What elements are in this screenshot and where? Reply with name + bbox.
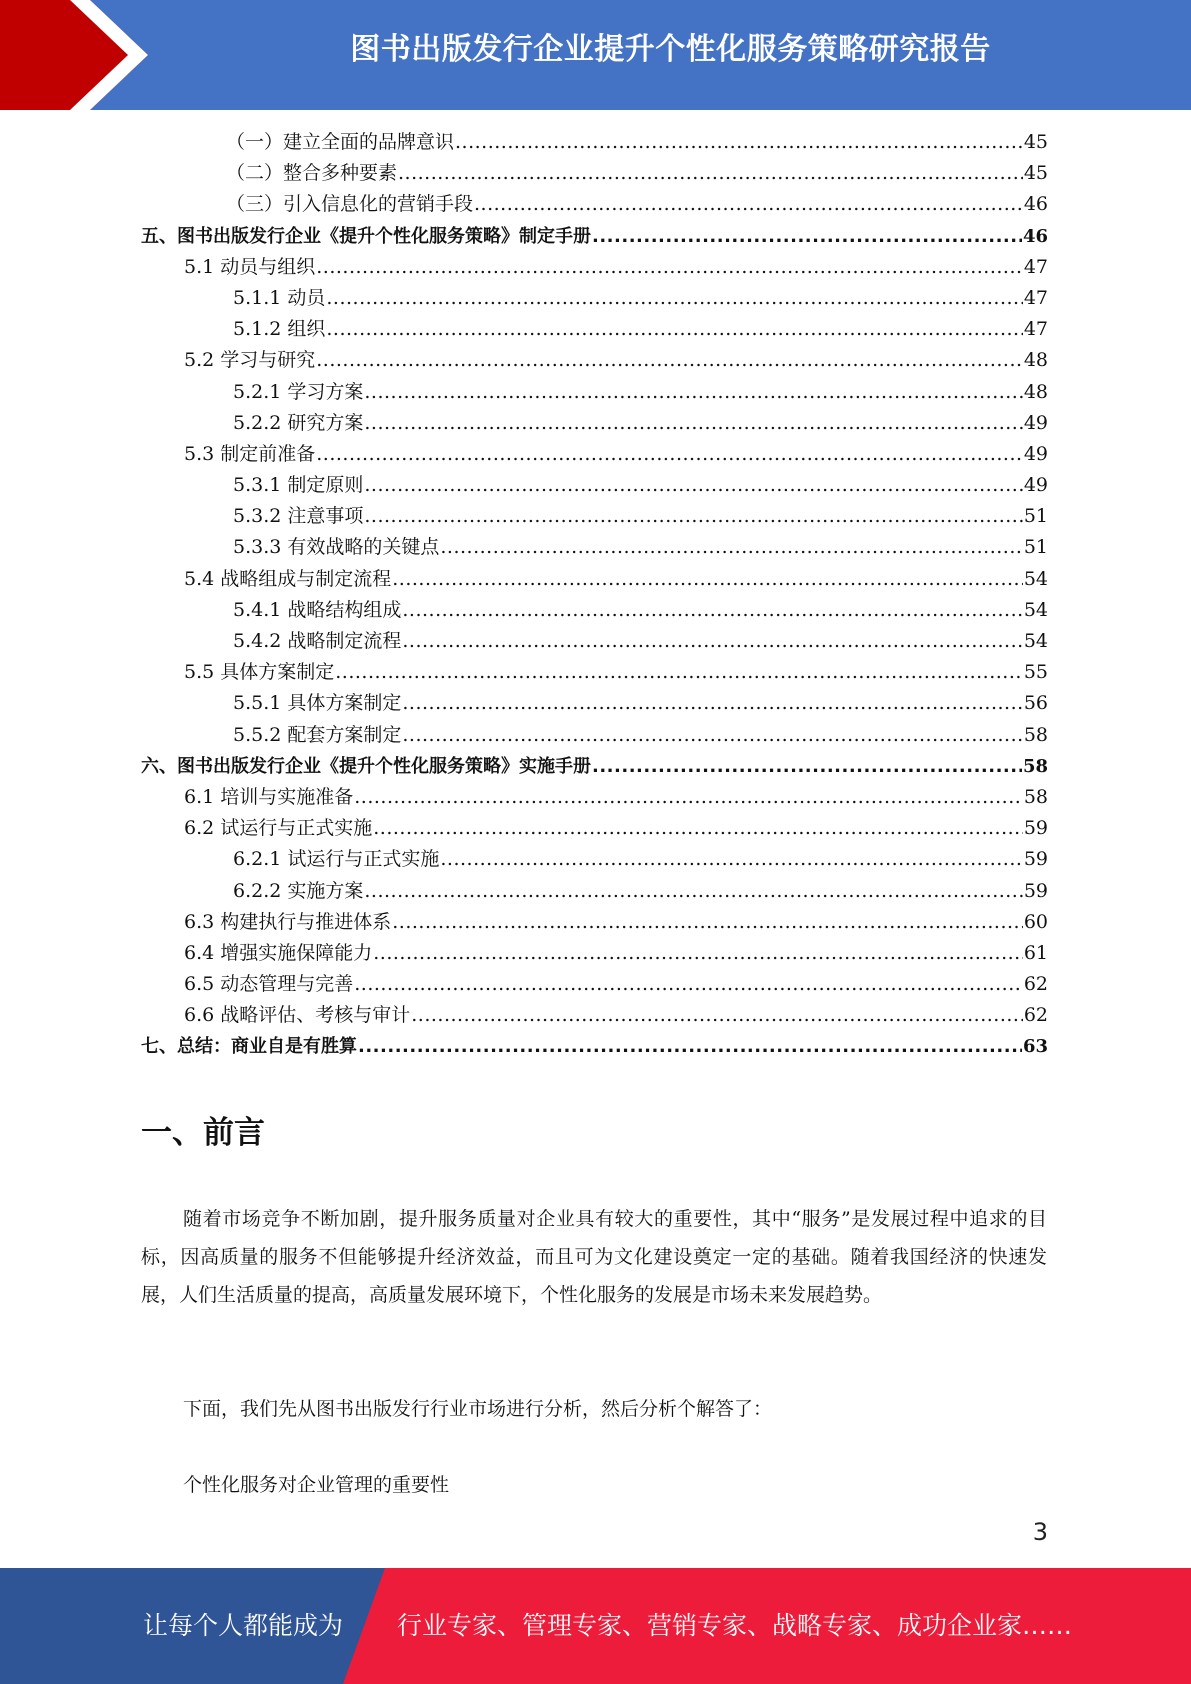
toc-entry-page: 48 [1023,349,1048,372]
toc-entry-page: 49 [1023,474,1048,497]
footer-slogan-left: 让每个人都能成为 [143,1611,344,1640]
toc-entry[interactable] [141,969,1048,1000]
toc-dot-leader [392,907,1023,938]
toc-entry-title: 5.2 学习与研究 [184,349,316,372]
toc-dot-leader [364,408,1022,439]
toc-entry[interactable] [141,314,1048,345]
toc-entry[interactable] [141,221,1048,252]
toc-entry-title: 5.2.2 研究方案 [233,411,364,434]
toc-dot-leader [358,1031,1022,1062]
toc-entry-page: 61 [1023,941,1048,964]
toc-dot-leader [402,720,1022,751]
toc-entry-title: 6.5 动态管理与完善 [184,973,354,996]
toc-dot-leader [335,657,1023,688]
toc-entry-page: 54 [1023,567,1048,590]
toc-entry-title: 6.2.1 试运行与正式实施 [233,848,440,871]
paragraph-intro: 随着市场竞争不断加剧，提升服务质量对企业具有较大的重要性，其中“服务”是发展过程中追求的目标，因高质量的服务不但能够提升经济效益，而且可为文化建设奠定一定的基础。随着我国经济的快速发展，人们生活质量的提高，高质量发展环境下，个性化服务的发展是市场未来发展趋势。 [141,1208,1047,1306]
toc-entry-title: 5.4.2 战略制定流程 [233,630,402,652]
toc-dot-leader [364,501,1022,532]
toc-dot-leader [392,564,1023,595]
toc-dot-leader [326,314,1022,345]
toc-entry-page: 56 [1023,692,1048,715]
toc-dot-leader [373,938,1023,969]
toc-entry-title: 5.4.1 战略结构组成 [233,598,402,621]
toc-entry-title: 5.5.2 配套方案制定 [233,723,402,746]
table-of-contents [141,127,1048,1063]
toc-entry-page: 46 [1023,193,1048,216]
toc-entry-title: 6.1 培训与实施准备 [184,785,354,808]
toc-entry-title: 六、图书出版发行企业《提升个性化服务策略》实施手册 [141,755,591,777]
toc-dot-leader [398,158,1023,189]
toc-entry[interactable] [141,657,1048,688]
toc-entry-page: 47 [1023,318,1048,341]
toc-entry-page: 51 [1023,505,1048,528]
toc-entry[interactable] [141,501,1048,532]
toc-entry-page: 54 [1023,598,1048,621]
toc-entry[interactable] [141,688,1048,719]
toc-entry-title: 七、总结：商业自是有胜算 [141,1036,357,1058]
toc-entry-title: 5.5.1 具体方案制定 [233,692,402,715]
toc-dot-leader [326,283,1022,314]
toc-entry[interactable] [141,345,1048,376]
toc-dot-leader [592,221,1022,252]
toc-entry-page: 49 [1023,442,1048,465]
toc-entry[interactable] [141,377,1048,408]
toc-entry-page: 49 [1023,411,1048,434]
toc-entry-title: 5.4 战略组成与制定流程 [184,567,392,590]
toc-entry[interactable] [141,283,1048,314]
toc-entry[interactable] [141,564,1048,595]
toc-dot-leader [455,127,1023,158]
toc-entry-page: 62 [1023,973,1048,996]
page-footer [0,1568,1191,1684]
toc-entry-title: 6.4 增强实施保障能力 [184,941,373,964]
toc-entry[interactable] [141,844,1048,875]
toc-dot-leader [402,688,1022,719]
toc-entry-page: 58 [1023,723,1048,746]
toc-entry-title: 5.3.1 制定原则 [233,474,364,497]
toc-dot-leader [316,345,1023,376]
toc-entry-page: 47 [1023,255,1048,278]
toc-entry-page: 59 [1023,817,1048,840]
toc-dot-leader [402,626,1022,657]
toc-dot-leader [592,751,1022,782]
toc-entry[interactable] [141,158,1048,189]
section-heading: 一、前言 [141,1115,265,1151]
toc-entry-page: 48 [1023,380,1048,403]
toc-entry[interactable] [141,189,1048,220]
toc-dot-leader [440,844,1022,875]
toc-entry-title: 6.2 试运行与正式实施 [184,817,373,840]
toc-entry[interactable] [141,813,1048,844]
toc-entry-title: （一）建立全面的品牌意识 [226,131,455,153]
toc-entry-page: 63 [1022,1036,1048,1058]
toc-entry-title: 6.6 战略评估、考核与审计 [184,1004,411,1027]
toc-entry-page: 59 [1023,848,1048,871]
toc-dot-leader [440,532,1022,563]
toc-entry-title: 5.3.3 有效战略的关键点 [233,536,440,559]
toc-dot-leader [354,969,1023,1000]
toc-dot-leader [364,876,1022,907]
paragraph-importance: 个性化服务对企业管理的重要性 [183,1474,450,1496]
toc-dot-leader [402,595,1022,626]
toc-entry-title: 5.1.1 动员 [233,286,326,309]
toc-entry[interactable] [141,938,1048,969]
toc-entry[interactable] [141,439,1048,470]
toc-dot-leader [364,377,1022,408]
toc-entry[interactable] [141,626,1048,657]
toc-entry[interactable] [141,1031,1048,1062]
toc-entry-page: 62 [1023,1004,1048,1027]
toc-entry[interactable] [141,470,1048,501]
toc-entry[interactable] [141,252,1048,283]
toc-entry-title: （三）引入信息化的营销手段 [226,193,474,216]
toc-dot-leader [316,252,1023,283]
toc-entry[interactable] [141,907,1048,938]
page-header [0,0,1191,110]
toc-entry-page: 45 [1023,162,1048,185]
toc-entry[interactable] [141,408,1048,439]
toc-entry-page: 45 [1023,131,1048,153]
toc-entry[interactable] [141,751,1048,782]
toc-entry-page: 60 [1023,910,1048,933]
toc-entry-title: 6.3 构建执行与推进体系 [184,910,392,933]
toc-dot-leader [373,813,1023,844]
toc-entry[interactable] [141,127,1048,158]
toc-entry[interactable] [141,1000,1048,1031]
toc-entry-title: 五、图书出版发行企业《提升个性化服务策略》制定手册 [141,225,591,247]
page-number: 3 [1032,1518,1048,1546]
document-title: 图书出版发行企业提升个性化服务策略研究报告 [350,32,991,67]
toc-entry-page: 51 [1023,536,1048,559]
toc-entry-page: 54 [1023,630,1048,652]
toc-dot-leader [354,782,1023,813]
toc-entry[interactable] [141,595,1048,626]
toc-entry-page: 55 [1023,661,1048,684]
toc-entry-title: 5.1.2 组织 [233,318,326,341]
toc-entry-page: 46 [1022,225,1048,247]
toc-dot-leader [474,189,1023,220]
toc-entry-title: （二）整合多种要素 [226,162,398,185]
toc-entry-title: 6.2.2 实施方案 [233,879,364,902]
toc-entry-title: 5.5 具体方案制定 [184,661,335,684]
toc-entry-title: 5.1 动员与组织 [184,255,316,278]
paragraph-analysis: 下面，我们先从图书出版发行行业市场进行分析，然后分析个解答了： [183,1398,773,1420]
toc-entry[interactable] [141,720,1048,751]
toc-entry[interactable] [141,532,1048,563]
footer-slogan-right: 行业专家、管理专家、营销专家、战略专家、成功企业家…… [397,1611,1073,1640]
toc-dot-leader [411,1000,1023,1031]
toc-entry-title: 5.3.2 注意事项 [233,505,364,528]
toc-entry-title: 5.2.1 学习方案 [233,380,364,403]
toc-entry[interactable] [141,876,1048,907]
toc-entry-page: 58 [1023,785,1048,808]
toc-entry-page: 58 [1022,755,1048,777]
toc-entry-page: 47 [1023,286,1048,309]
toc-entry-title: 5.3 制定前准备 [184,442,316,465]
toc-dot-leader [364,470,1022,501]
toc-entry[interactable] [141,782,1048,813]
toc-dot-leader [316,439,1023,470]
toc-entry-page: 59 [1023,879,1048,902]
